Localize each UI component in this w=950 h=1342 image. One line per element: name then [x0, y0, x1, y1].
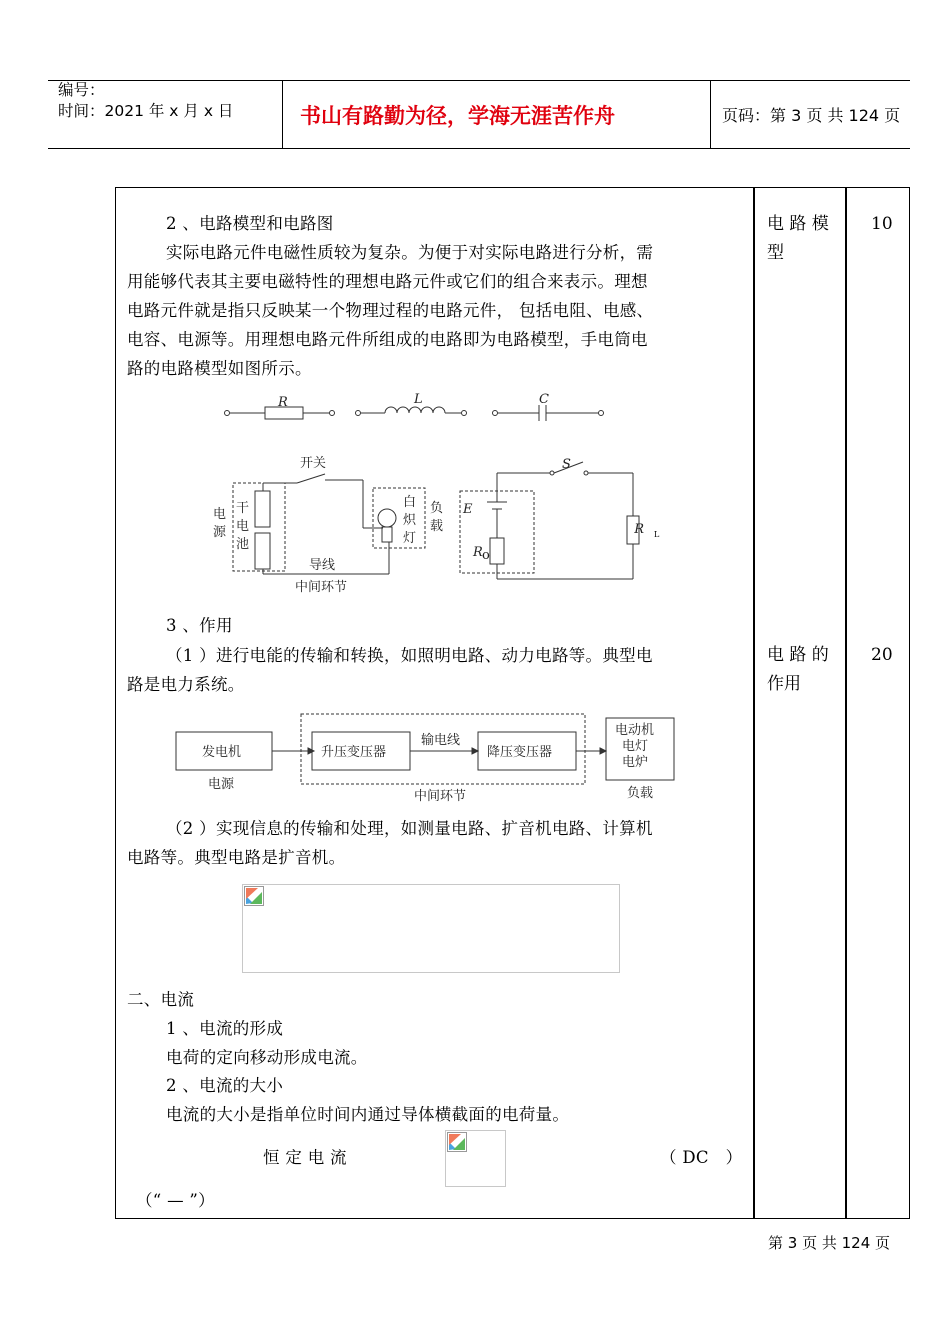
broken-image-icon	[244, 886, 264, 906]
header-bottom-rule	[48, 148, 910, 149]
label-transmission-line: 输电线	[421, 733, 461, 748]
label-load-1: 负	[430, 501, 444, 516]
label-cell-3: 池	[236, 537, 250, 552]
section3-line1b: 路是电力系统。	[127, 675, 245, 694]
label-bulb-1: 白	[403, 495, 417, 510]
block-generator: 发电机	[202, 745, 242, 760]
label-E: E	[463, 502, 473, 517]
label-cell-2: 电	[236, 519, 250, 534]
row2-minutes: 20	[871, 645, 893, 665]
label-L: L	[414, 392, 423, 407]
header-divider-2	[710, 80, 711, 149]
section2-line1: 实际电路元件电磁性质较为复杂。为便于对实际电路进行分析，需	[166, 243, 654, 262]
section2-title: 2 、电路模型和电路图	[166, 214, 334, 233]
label-switch: 开关	[300, 456, 327, 471]
load-furnace: 电炉	[622, 755, 649, 770]
row1-topic: 电 路 模 型	[767, 214, 829, 263]
table-column-divider-2	[845, 187, 847, 1219]
image-placeholder-dc	[445, 1130, 506, 1187]
header-top-rule	[48, 80, 910, 81]
label-source-1: 电	[213, 507, 227, 522]
label-wire: 导线	[309, 558, 336, 573]
label-R: R	[278, 395, 288, 410]
number-label: 编号：	[58, 81, 105, 99]
section2-line3: 电路元件就是指只反映某一个物理过程的电路元件， 包括电阻、电感、	[127, 301, 654, 320]
row2-topic: 电 路 的 作用	[767, 645, 829, 694]
section2-line5: 路的电路模型如图所示。	[127, 359, 312, 378]
header-number	[58, 80, 233, 122]
block-step-up: 升压变压器	[321, 745, 387, 760]
current-size-title: 2 、电流的大小	[166, 1076, 284, 1095]
load-lamp: 电灯	[622, 739, 649, 754]
label-bulb-2: 炽	[403, 513, 417, 528]
label-power-source: 电源	[208, 777, 235, 792]
dc-label: 恒 定 电 流	[263, 1148, 347, 1167]
circuit-model-diagram	[205, 388, 645, 598]
label-RL: R	[634, 522, 644, 537]
section3-line1a: （1 ）进行电能的传输和转换，如照明电路、动力电路等。典型电	[166, 646, 653, 665]
label-middle: 中间环节	[295, 580, 348, 595]
label-source-2: 源	[213, 525, 227, 540]
label-middle-2: 中间环节	[414, 789, 467, 804]
footer-page: 第 3 页 共 124 页	[768, 1234, 891, 1252]
label-Ro-sub: o	[482, 548, 490, 563]
section3-title: 3 、作用	[166, 616, 233, 635]
current-formation-text: 电荷的定向移动形成电流。	[166, 1048, 368, 1067]
table-column-divider-1	[753, 187, 755, 1219]
block-step-down: 降压变压器	[487, 745, 553, 760]
label-S: S	[562, 457, 571, 472]
header-page-label: 页码：第 3 页 共 124 页	[722, 106, 901, 125]
label-load-2: 载	[430, 519, 444, 534]
current-formation-title: 1 、电流的形成	[166, 1019, 284, 1038]
section2-line4: 电容、电源等。用理想电路元件所组成的电路即为电路模型，手电筒电	[127, 330, 648, 349]
power-system-diagram	[170, 710, 690, 805]
current-title: 二、电流	[127, 990, 195, 1009]
header-divider-1	[282, 80, 283, 149]
dc-symbol: （“ — ”）	[136, 1191, 215, 1210]
load-motor: 电动机	[615, 723, 655, 738]
label-Ro: R	[473, 545, 483, 560]
section2-line2: 用能够代表其主要电磁特性的理想电路元件或它们的组合来表示。理想	[127, 272, 648, 291]
current-size-text: 电流的大小是指单位时间内通过导体横截面的电荷量。	[166, 1105, 570, 1124]
section3-line2b: 电路等。典型电路是扩音机。	[127, 848, 346, 867]
header-motto: 书山有路勤为径，学海无涯苦作舟	[300, 104, 615, 128]
section3-line2a: （2 ）实现信息的传输和处理，如测量电路、扩音机电路、计算机	[166, 819, 653, 838]
label-load: 负载	[627, 786, 654, 801]
dc-abbreviation: （ DC ）	[660, 1148, 743, 1167]
label-cell-1: 干	[236, 501, 250, 516]
row1-minutes: 10	[871, 214, 893, 234]
broken-image-icon	[447, 1132, 467, 1152]
time-label: 时间：2021 年 x 月 x 日	[58, 102, 234, 120]
label-RL-sub: L	[654, 530, 660, 539]
label-C: C	[539, 392, 549, 407]
image-placeholder-amplifier	[242, 884, 620, 973]
label-bulb-3: 灯	[403, 531, 417, 546]
